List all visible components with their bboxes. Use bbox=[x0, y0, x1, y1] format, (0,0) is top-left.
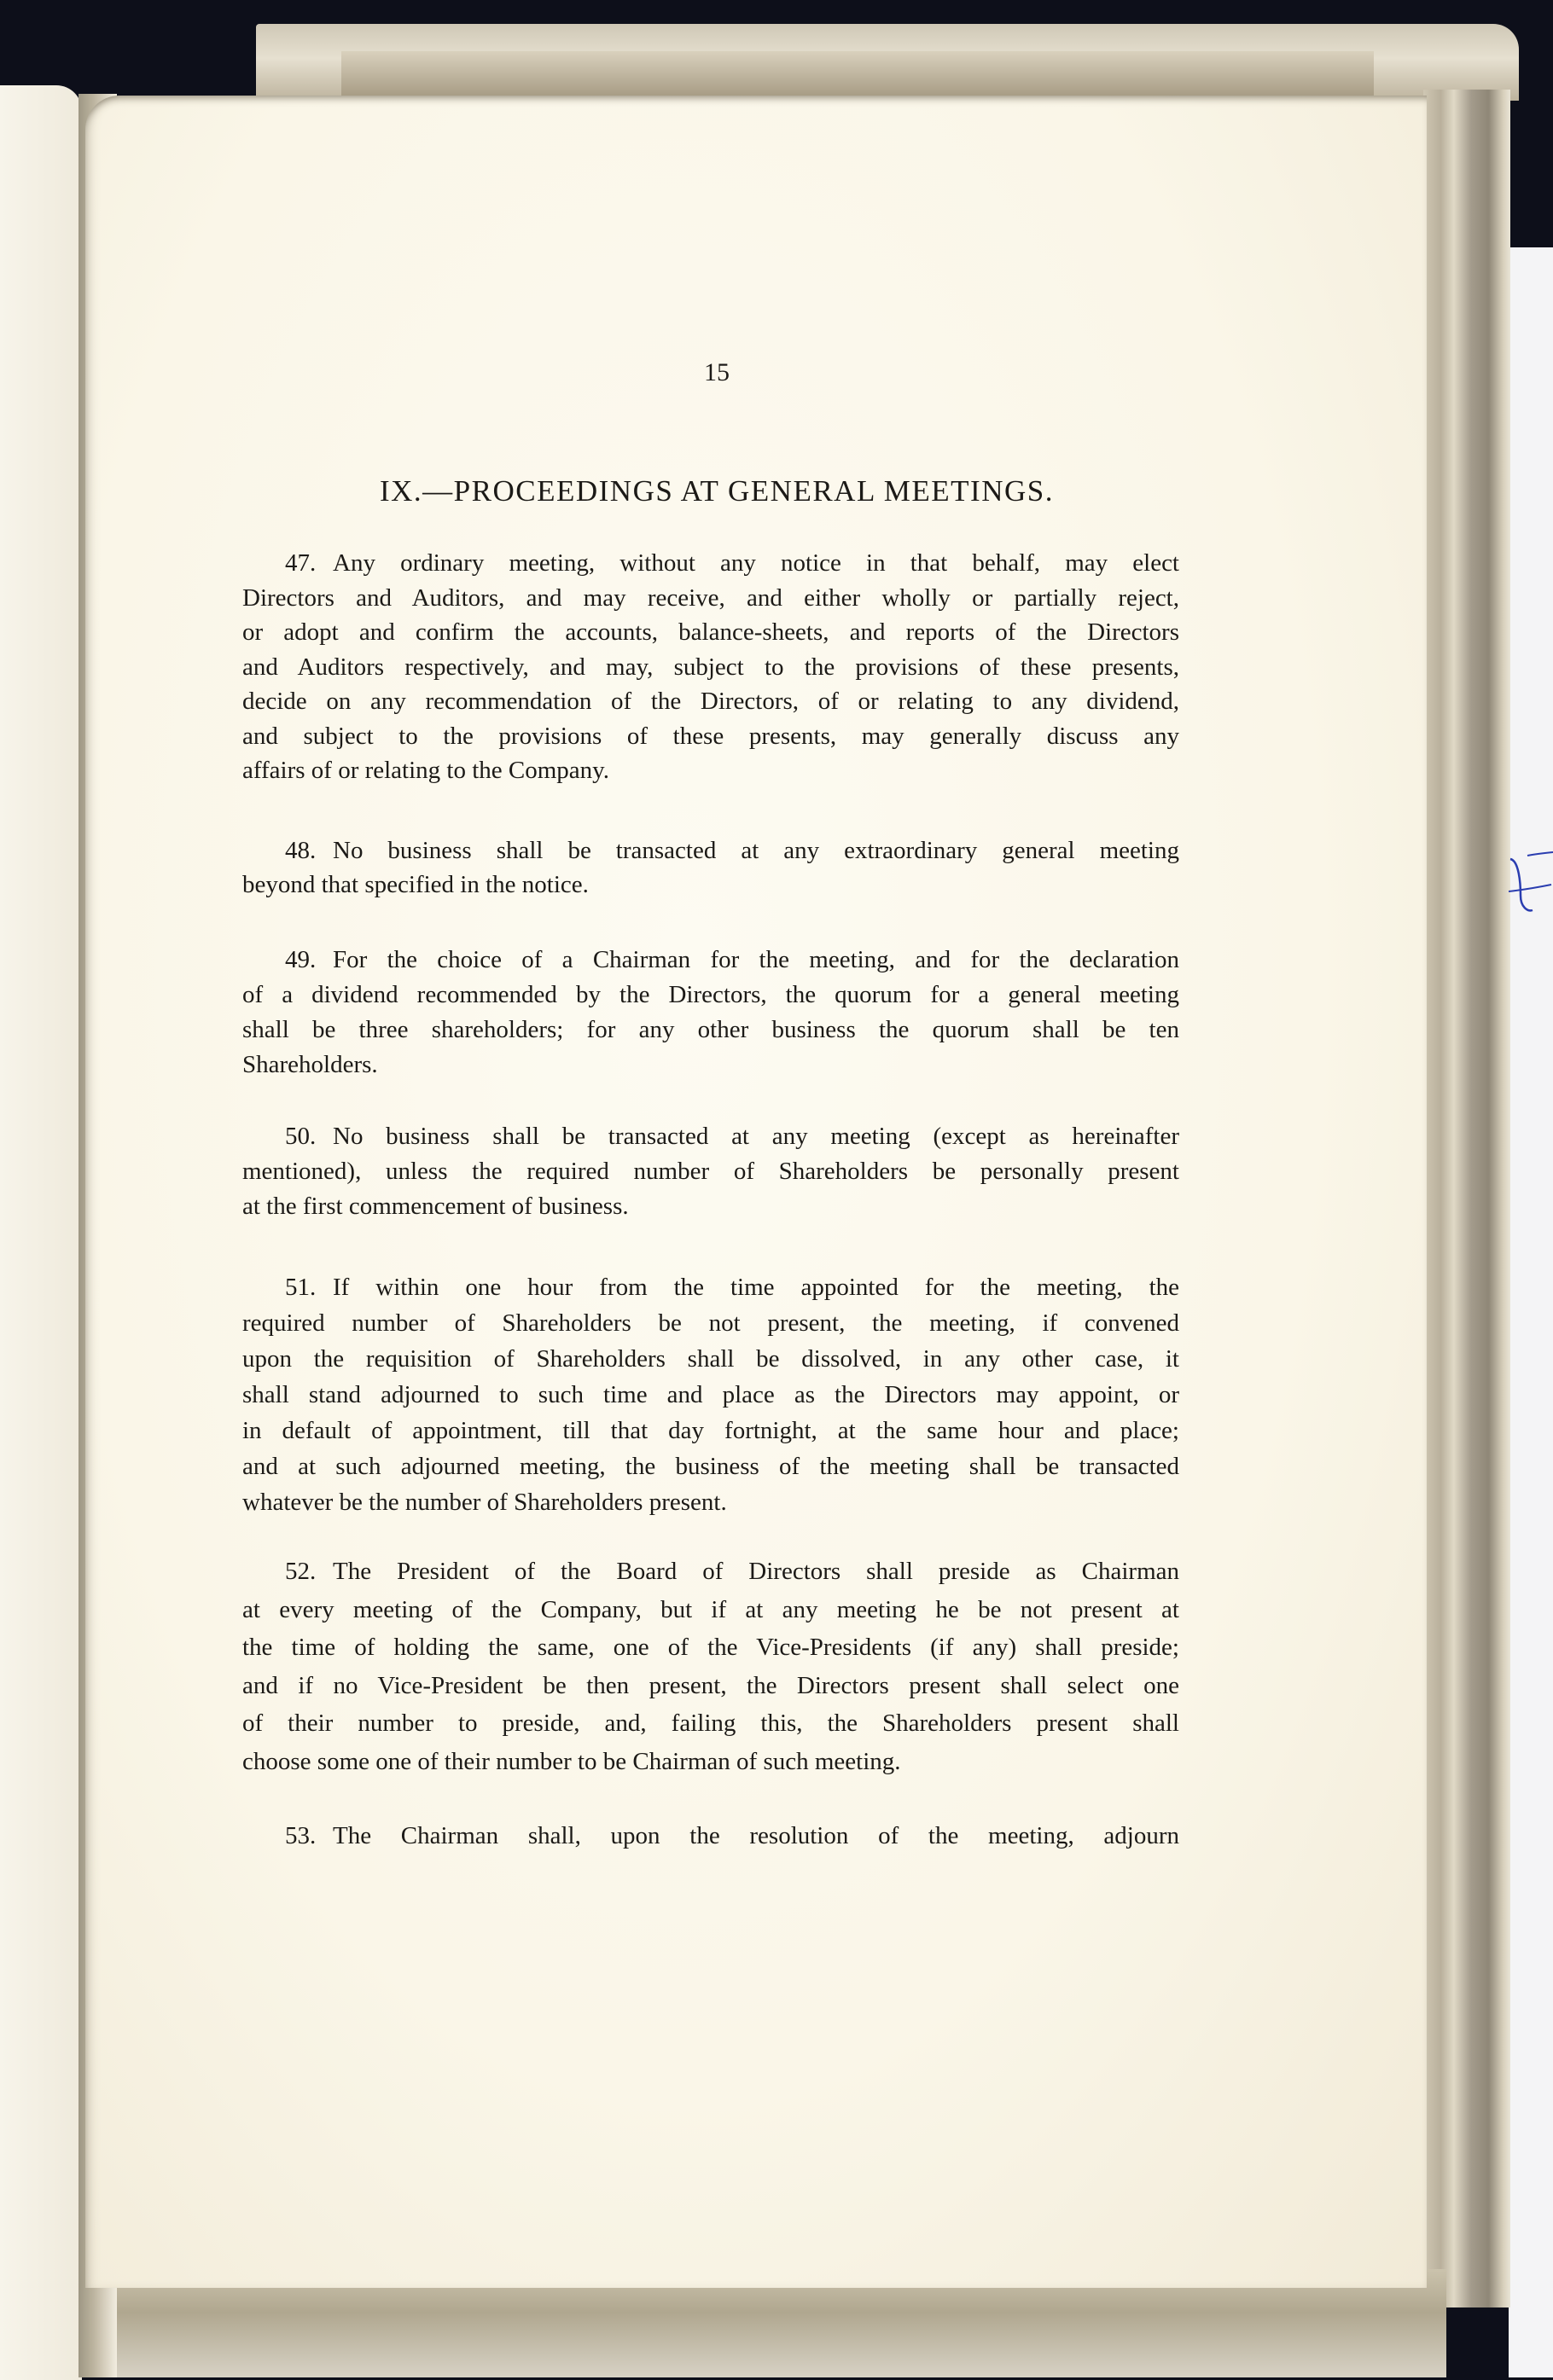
background-torn-sheet bbox=[341, 51, 1374, 98]
line-text: No business shall be transacted at any meeting (except as hereinafter bbox=[333, 1123, 1179, 1150]
line-text: The President of the Board of Directors shall preside as Chairman bbox=[333, 1558, 1179, 1585]
line-text: shall stand adjourned to such time and place as the Directors may appoint, or bbox=[242, 1381, 1179, 1408]
line-text: upon the requisition of Shareholders shall be dissolved, in any other case, it bbox=[242, 1345, 1179, 1373]
paragraph-line bbox=[285, 549, 1179, 578]
line-text: Directors and Auditors, and may receive, and either wholly or partially reject, bbox=[242, 583, 1179, 612]
paragraph-line bbox=[242, 1309, 1179, 1338]
paragraph-line bbox=[242, 1381, 1179, 1409]
paragraph-line bbox=[285, 837, 1179, 865]
paragraph-line bbox=[242, 1051, 1179, 1079]
paragraph-line bbox=[242, 1634, 1179, 1662]
line-text: or adopt and confirm the accounts, balance-sheets, and reports of the Directors bbox=[242, 618, 1179, 646]
paragraph-line bbox=[242, 1417, 1179, 1445]
line-text: required number of Shareholders be not present, the meeting, if convened bbox=[242, 1309, 1179, 1337]
paragraph-line bbox=[242, 1345, 1179, 1373]
paragraph-number: 52. bbox=[285, 1558, 317, 1585]
paragraph-line bbox=[242, 1016, 1179, 1044]
paragraph-line bbox=[242, 653, 1179, 682]
line-text: at every meeting of the Company, but if at any meeting he be not present at bbox=[242, 1595, 1179, 1623]
paragraph-line bbox=[242, 1748, 1179, 1776]
paragraph-line bbox=[285, 1822, 1179, 1850]
paragraph-line bbox=[285, 1274, 1179, 1302]
paragraph-number: 50. bbox=[285, 1123, 317, 1150]
paragraph-line bbox=[242, 688, 1179, 716]
line-text: of a dividend recommended by the Directors, the quorum for a general meeting bbox=[242, 981, 1179, 1008]
paragraph-line bbox=[242, 1453, 1179, 1481]
line-text: of their number to preside, and, failing this, the Shareholders present shall bbox=[242, 1710, 1179, 1737]
paragraph-line bbox=[242, 981, 1179, 1009]
line-text: and at such adjourned meeting, the business of the meeting shall be transacted bbox=[242, 1453, 1179, 1480]
paragraph-line bbox=[242, 584, 1179, 612]
paragraph-line bbox=[242, 1672, 1179, 1700]
line-text: Shareholders. bbox=[242, 1051, 378, 1078]
line-text: at the first commencement of business. bbox=[242, 1193, 629, 1220]
paragraph-line bbox=[285, 1558, 1179, 1586]
right-inserted-sheet bbox=[1509, 247, 1553, 2377]
left-facing-page bbox=[0, 85, 82, 2380]
line-text: If within one hour from the time appointed for the meeting, the bbox=[333, 1274, 1179, 1301]
paragraph-line bbox=[242, 723, 1179, 751]
line-text: in default of appointment, till that day fortnight, at the same hour and place; bbox=[242, 1417, 1179, 1444]
line-text: Any ordinary meeting, without any notice in that behalf, may elect bbox=[333, 549, 1179, 577]
paragraph-line bbox=[285, 1123, 1179, 1151]
paragraph-number: 53. bbox=[285, 1822, 317, 1849]
paragraph-line bbox=[242, 1193, 1179, 1221]
line-text: For the choice of a Chairman for the meeting, and for the declaration bbox=[333, 946, 1179, 973]
paragraph-number: 48. bbox=[285, 837, 317, 864]
line-text: whatever be the number of Shareholders present. bbox=[242, 1489, 727, 1516]
line-text: beyond that specified in the notice. bbox=[242, 871, 589, 898]
page-number: 15 bbox=[704, 358, 730, 386]
line-text: the time of holding the same, one of the Vice-Presidents (if any) shall preside; bbox=[242, 1634, 1179, 1661]
line-text: decide on any recommendation of the Directors, of or relating to any dividend, bbox=[242, 688, 1179, 715]
line-text: and if no Vice-President be then present, the Directors present shall select one bbox=[242, 1671, 1179, 1699]
section-heading: IX.—PROCEEDINGS AT GENERAL MEETINGS. bbox=[380, 474, 1054, 508]
handwritten-pen-mark bbox=[1509, 849, 1553, 917]
line-text: The Chairman shall, upon the resolution of the meeting, adjourn bbox=[333, 1822, 1179, 1849]
paragraph-number: 51. bbox=[285, 1274, 317, 1301]
line-text: shall be three shareholders; for any other business the quorum shall be ten bbox=[242, 1016, 1179, 1043]
line-text: mentioned), unless the required number of Shareholders be personally present bbox=[242, 1158, 1179, 1185]
paragraph-line bbox=[242, 871, 1179, 899]
line-text: and Auditors respectively, and may, subject to the provisions of these presents, bbox=[242, 653, 1179, 681]
paragraph-line bbox=[242, 757, 1179, 785]
paragraph-line bbox=[242, 1489, 1179, 1517]
paragraph-number: 49. bbox=[285, 946, 317, 973]
line-text: choose some one of their number to be Chairman of such meeting. bbox=[242, 1747, 901, 1775]
paragraph-line bbox=[242, 1596, 1179, 1624]
page-edge-stack bbox=[1423, 90, 1510, 2307]
paragraph-line bbox=[242, 618, 1179, 647]
paragraph-number: 47. bbox=[285, 549, 317, 577]
line-text: No business shall be transacted at any extraordinary general meeting bbox=[333, 837, 1179, 864]
line-text: and subject to the provisions of these presents, may generally discuss any bbox=[242, 722, 1179, 750]
paragraph-line bbox=[242, 1158, 1179, 1186]
document-page bbox=[85, 96, 1427, 2288]
line-text: affairs of or relating to the Company. bbox=[242, 757, 610, 784]
paragraph-line bbox=[285, 946, 1179, 974]
paragraph-line bbox=[242, 1710, 1179, 1738]
